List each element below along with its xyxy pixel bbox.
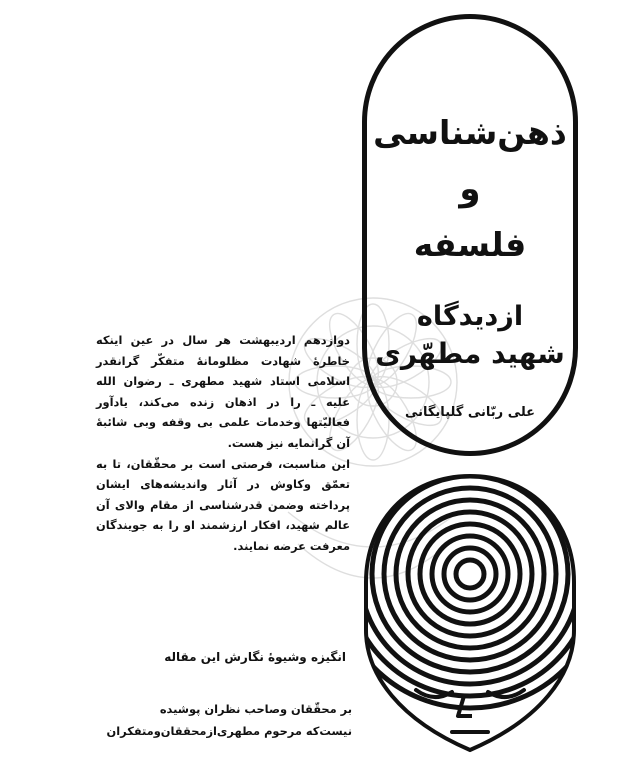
mind-ring bbox=[420, 524, 520, 624]
mind-ring bbox=[408, 512, 532, 636]
article-intro bbox=[96, 330, 350, 557]
title-line-1: ذهن‌شناسی bbox=[373, 113, 567, 152]
intro-paragraph-2: این مناسبت، فرصتی است بر محقّقان، تا به تعمّق وکاوش در آثار واندیشه‌های ایشان پرداخته وضمن قدرشناسی از مقام والای آن عالم شهید، افکار ارزشمند او را به جویندگان معرفت عرضه نمایند. bbox=[96, 456, 350, 553]
title-line-3: فلسفه bbox=[413, 225, 527, 264]
section-heading: انگیزه وشیوهٔ نگارش این مقاله bbox=[164, 650, 346, 664]
subtitle-line-1: ازدیدگاه bbox=[416, 301, 524, 332]
snippet-line-1: بر محقّقان وصاحب نظران پوشیده bbox=[159, 702, 352, 716]
article-snippet bbox=[96, 698, 352, 742]
mind-ring bbox=[372, 476, 568, 672]
title-line-2: و bbox=[459, 169, 481, 209]
title-capsule bbox=[362, 14, 578, 456]
concentric-mind-head-icon bbox=[360, 470, 580, 760]
intro-paragraph-1: دوازدهم اردیبهشت هر سال در عین اینکه خاطرهٔ شهادت مظلومانهٔ متفکّر گرانقدر اسلامی استاد شهید مطهری ـ رضوان الله علیه ـ را در اذهان زنده می‌کند، یادآور فعالیّتها وخدمات علمی بی وقفه وبی شائبهٔ آن گرانمایه نیز هست. bbox=[96, 333, 350, 450]
mind-ring bbox=[444, 548, 496, 600]
author-name: علی ربّانی گلپایگانی bbox=[404, 405, 536, 420]
mind-ring bbox=[456, 560, 484, 588]
snippet-line-2: نیست‌که مرحوم مطهری‌ازمحققان‌ومتفکران bbox=[106, 724, 352, 738]
subtitle-line-2: شهید مطهّری bbox=[375, 337, 565, 370]
